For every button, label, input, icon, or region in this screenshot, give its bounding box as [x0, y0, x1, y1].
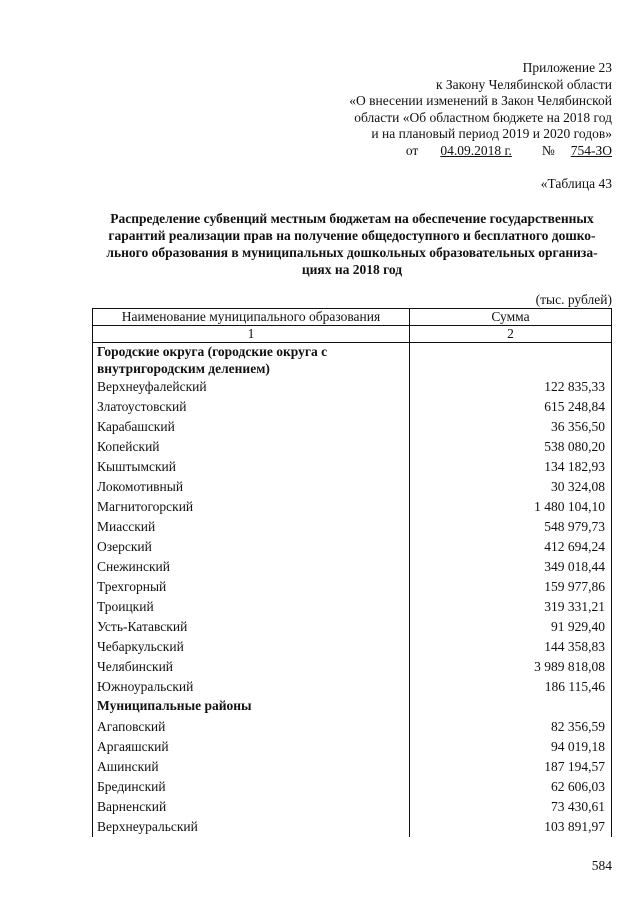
- subsidy-amount: 319 331,21: [410, 597, 612, 617]
- section-value-empty: [410, 697, 612, 717]
- municipality-name: Трехгорный: [93, 577, 410, 597]
- subsidy-amount: 134 182,93: [410, 457, 612, 477]
- table-row: [93, 577, 612, 597]
- municipality-name: Снежинский: [93, 557, 410, 577]
- municipality-name: Кыштымский: [93, 457, 410, 477]
- municipality-name: Брединский: [93, 777, 410, 797]
- municipality-name: Усть-Катавский: [93, 617, 410, 637]
- header-line: и на плановый период 2019 и 2020 годов»: [371, 126, 612, 141]
- municipality-name: Копейский: [93, 437, 410, 457]
- table-row: [93, 757, 612, 777]
- municipality-name: Челябинский: [93, 657, 410, 677]
- municipality-name: Магнитогорский: [93, 497, 410, 517]
- section-title: Городские округа (городские округа с внутригородским делением): [93, 343, 410, 378]
- table-body: [93, 343, 612, 838]
- subsidy-amount: 36 356,50: [410, 417, 612, 437]
- table-row: [93, 677, 612, 697]
- subsidy-table: [92, 308, 612, 837]
- table-row: [93, 377, 612, 397]
- municipality-name: Карабашский: [93, 417, 410, 437]
- municipality-name: Миасский: [93, 517, 410, 537]
- table-row: [93, 537, 612, 557]
- subsidy-amount: 91 929,40: [410, 617, 612, 637]
- from-label: от: [405, 142, 419, 158]
- column-header-name: Наименование муниципального образования: [93, 309, 410, 326]
- law-number: 754-ЗО: [570, 142, 612, 158]
- subsidy-amount: 3 989 818,08: [410, 657, 612, 677]
- subsidy-amount: 62 606,03: [410, 777, 612, 797]
- header-line: Приложение 23: [522, 60, 612, 75]
- municipality-name: Южноуральский: [93, 677, 410, 697]
- table-row: [93, 717, 612, 737]
- subsidy-amount: 1 480 104,10: [410, 497, 612, 517]
- column-number-row: [93, 326, 612, 343]
- appendix-header: [252, 60, 612, 159]
- subsidy-amount: 349 018,44: [410, 557, 612, 577]
- column-number: 2: [410, 326, 612, 343]
- units-label: (тыс. рублей): [535, 292, 612, 307]
- table-row: [93, 397, 612, 417]
- municipality-name: Аргаяшский: [93, 737, 410, 757]
- table-row: [93, 477, 612, 497]
- municipality-name: Златоустовский: [93, 397, 410, 417]
- table-row: [93, 417, 612, 437]
- municipality-name: Озерский: [93, 537, 410, 557]
- law-date: 04.09.2018 г.: [440, 142, 512, 158]
- table-row: [93, 797, 612, 817]
- municipality-name: Варненский: [93, 797, 410, 817]
- table-row: [93, 817, 612, 837]
- number-label: №: [541, 142, 555, 158]
- subsidy-amount: 538 080,20: [410, 437, 612, 457]
- subsidy-amount: 73 430,61: [410, 797, 612, 817]
- subsidy-amount: 122 835,33: [410, 377, 612, 397]
- section-row: [93, 697, 612, 717]
- municipality-name: Агаповский: [93, 717, 410, 737]
- law-date-number: [252, 143, 612, 160]
- column-number: 1: [93, 326, 410, 343]
- table-row: [93, 557, 612, 577]
- column-header-sum: Сумма: [410, 309, 612, 326]
- table-label: «Таблица 43: [540, 176, 612, 191]
- subsidy-amount: 186 115,46: [410, 677, 612, 697]
- subsidy-amount: 615 248,84: [410, 397, 612, 417]
- municipality-name: Ашинский: [93, 757, 410, 777]
- table-row: [93, 457, 612, 477]
- subsidy-amount: 103 891,97: [410, 817, 612, 837]
- header-line: области «Об областном бюджете на 2018 год: [354, 109, 612, 125]
- table-row: [93, 637, 612, 657]
- subsidy-amount: 187 194,57: [410, 757, 612, 777]
- municipality-name: Верхнеуфалейский: [93, 377, 410, 397]
- table-row: [93, 617, 612, 637]
- section-row: [93, 343, 612, 378]
- municipality-name: Верхнеуральский: [93, 817, 410, 837]
- table-row: [93, 597, 612, 617]
- subsidy-amount: 144 358,83: [410, 637, 612, 657]
- table-row: [93, 437, 612, 457]
- subsidy-amount: 30 324,08: [410, 477, 612, 497]
- table-header-row: [93, 309, 612, 326]
- municipality-name: Чебаркульский: [93, 637, 410, 657]
- section-value-empty: [410, 343, 612, 378]
- subsidy-amount: 82 356,59: [410, 717, 612, 737]
- document-title: Распределение субвенций местным бюджетам на обеспечение государственных гарантий реализации прав на получение общедоступного и бесплатного дошко-льного образования в муниципальных дошкольных образовательных организа-циях на 2018 год: [106, 211, 598, 277]
- subsidy-amount: 548 979,73: [410, 517, 612, 537]
- subsidy-amount: 94 019,18: [410, 737, 612, 757]
- header-line: к Закону Челябинской области: [435, 76, 612, 92]
- table-row: [93, 517, 612, 537]
- municipality-name: Локомотивный: [93, 477, 410, 497]
- section-title: Муниципальные районы: [93, 697, 410, 717]
- table-row: [93, 657, 612, 677]
- page-number: 584: [591, 858, 612, 873]
- municipality-name: Троицкий: [93, 597, 410, 617]
- header-line: «О внесении изменений в Закон Челябинской: [349, 93, 612, 108]
- subsidy-amount: 412 694,24: [410, 537, 612, 557]
- table-row: [93, 737, 612, 757]
- table-row: [93, 497, 612, 517]
- table-row: [93, 777, 612, 797]
- subsidy-amount: 159 977,86: [410, 577, 612, 597]
